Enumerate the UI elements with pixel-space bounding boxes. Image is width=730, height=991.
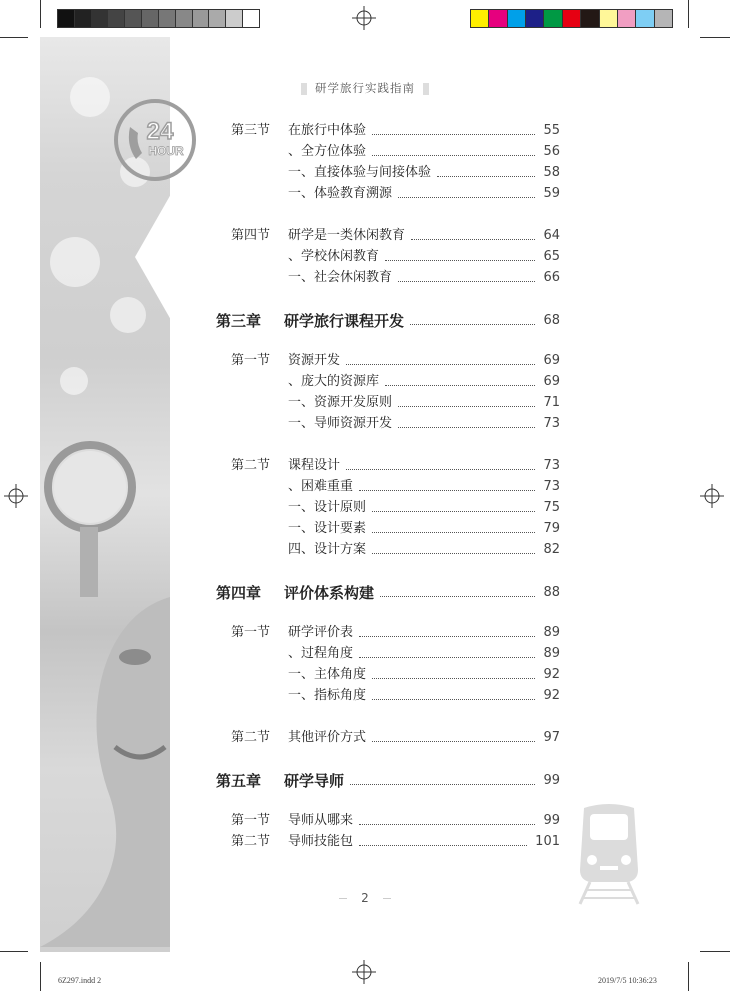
toc-leader-dots bbox=[380, 595, 535, 597]
toc-chapter-row[interactable] bbox=[0, 771, 730, 791]
toc-leader-dots bbox=[372, 698, 535, 700]
toc-leader-dots bbox=[398, 405, 535, 407]
toc-entry-title: 、学校休闲教育 bbox=[288, 249, 380, 264]
toc-entry-page: 59 bbox=[543, 186, 560, 201]
toc-entry-page: 88 bbox=[543, 585, 560, 600]
toc-leader-dots bbox=[372, 154, 535, 156]
toc-item-row[interactable] bbox=[0, 665, 730, 685]
toc-entry-page: 56 bbox=[543, 144, 560, 159]
toc-entry-page: 92 bbox=[543, 667, 560, 682]
color-swatch bbox=[209, 10, 226, 27]
toc-leader-dots bbox=[359, 656, 535, 658]
color-swatch bbox=[226, 10, 243, 27]
color-swatch bbox=[471, 10, 489, 27]
footer-file-name: 6Z297.indd 2 bbox=[58, 976, 102, 985]
color-swatch bbox=[125, 10, 142, 27]
toc-leader-dots bbox=[350, 783, 535, 785]
toc-entry-title: 一、直接体验与间接体验 bbox=[288, 165, 432, 180]
toc-section-row[interactable] bbox=[0, 226, 730, 246]
toc-leader-dots bbox=[372, 552, 535, 554]
toc-leader-dots bbox=[411, 238, 535, 240]
toc-leader-dots bbox=[359, 844, 527, 846]
toc-entry-title: 四、设计方案 bbox=[288, 542, 367, 557]
color-swatch bbox=[75, 10, 92, 27]
svg-text:HOUR: HOUR bbox=[148, 144, 184, 158]
toc-item-row[interactable] bbox=[0, 414, 730, 434]
toc-item-row[interactable] bbox=[0, 372, 730, 392]
toc-entry-page: 92 bbox=[543, 688, 560, 703]
toc-leader-dots bbox=[398, 196, 535, 198]
toc-entry-title: 一、设计原则 bbox=[288, 500, 367, 515]
toc-entry-title: 、过程角度 bbox=[288, 646, 354, 661]
toc-entry-page: 79 bbox=[543, 521, 560, 536]
page-number-value: 2 bbox=[361, 891, 369, 905]
toc-entry-number: 第一节 bbox=[231, 625, 271, 640]
color-swatch bbox=[563, 10, 581, 27]
toc-chapter-row[interactable] bbox=[0, 583, 730, 603]
toc-entry-page: 69 bbox=[543, 374, 560, 389]
registration-mark-bottom-icon bbox=[352, 960, 376, 984]
toc-entry-page: 99 bbox=[543, 773, 560, 788]
color-swatch bbox=[600, 10, 618, 27]
toc-item-row[interactable] bbox=[0, 477, 730, 497]
color-swatch bbox=[58, 10, 75, 27]
toc-entry-page: 101 bbox=[535, 834, 560, 849]
toc-section-row[interactable] bbox=[0, 623, 730, 643]
toc-item-row[interactable] bbox=[0, 540, 730, 560]
toc-entry-page: 75 bbox=[543, 500, 560, 515]
toc-entry-number: 第四章 bbox=[216, 584, 262, 602]
running-head-title: 研学旅行实践指南 bbox=[315, 81, 415, 95]
toc-leader-dots bbox=[346, 468, 535, 470]
toc-leader-dots bbox=[410, 323, 535, 325]
toc-entry-title: 在旅行中体验 bbox=[288, 123, 367, 138]
gray-swatch-bar bbox=[57, 9, 260, 28]
toc-entry-number: 第四节 bbox=[231, 228, 271, 243]
toc-chapter-row[interactable] bbox=[0, 311, 730, 331]
toc-entry-title: 一、设计要素 bbox=[288, 521, 367, 536]
toc-entry-title: 、困难重重 bbox=[288, 479, 354, 494]
toc-entry-page: 71 bbox=[543, 395, 560, 410]
toc-entry-title: 研学导师 bbox=[284, 772, 345, 790]
toc-entry-title: 课程设计 bbox=[288, 458, 341, 473]
toc-entry-page: 66 bbox=[543, 270, 560, 285]
toc-entry-page: 97 bbox=[543, 730, 560, 745]
toc-leader-dots bbox=[359, 489, 535, 491]
toc-entry-title: 资源开发 bbox=[288, 353, 341, 368]
color-swatch bbox=[243, 10, 259, 27]
toc-entry-title: 、全方位体验 bbox=[288, 144, 367, 159]
toc-entry-page: 89 bbox=[543, 646, 560, 661]
toc-leader-dots bbox=[372, 677, 535, 679]
toc-leader-dots bbox=[437, 175, 535, 177]
toc-leader-dots bbox=[346, 363, 535, 365]
toc-entry-number: 第二节 bbox=[231, 458, 271, 473]
toc-item-row[interactable] bbox=[0, 142, 730, 162]
toc-entry-title: 导师从哪来 bbox=[288, 813, 354, 828]
color-swatch bbox=[636, 10, 654, 27]
toc-entry-page: 58 bbox=[543, 165, 560, 180]
toc-leader-dots bbox=[372, 740, 535, 742]
toc-leader-dots bbox=[359, 635, 535, 637]
toc-entry-number: 第一节 bbox=[231, 813, 271, 828]
toc-section-row[interactable] bbox=[0, 351, 730, 371]
toc-entry-number: 第三节 bbox=[231, 123, 271, 138]
toc-entry-title: 研学旅行课程开发 bbox=[284, 312, 405, 330]
toc-section-row[interactable] bbox=[0, 728, 730, 748]
toc-entry-title: 评价体系构建 bbox=[284, 584, 375, 602]
toc-item-row[interactable] bbox=[0, 686, 730, 706]
toc-entry-page: 82 bbox=[543, 542, 560, 557]
toc-entry-page: 64 bbox=[543, 228, 560, 243]
color-swatch bbox=[108, 10, 125, 27]
toc-item-row[interactable] bbox=[0, 519, 730, 539]
toc-entry-page: 65 bbox=[543, 249, 560, 264]
toc-entry-title: 研学是一类休闲教育 bbox=[288, 228, 406, 243]
toc-entry-page: 68 bbox=[543, 313, 560, 328]
toc-item-row[interactable] bbox=[0, 184, 730, 204]
toc-entry-title: 研学评价表 bbox=[288, 625, 354, 640]
toc-item-row[interactable] bbox=[0, 247, 730, 267]
toc-entry-number: 第二节 bbox=[231, 730, 271, 745]
svg-text:24: 24 bbox=[146, 118, 174, 145]
toc-item-row[interactable] bbox=[0, 163, 730, 183]
toc-entry-page: 73 bbox=[543, 479, 560, 494]
toc-entry-title: 一、资源开发原则 bbox=[288, 395, 393, 410]
toc-entry-number: 第三章 bbox=[216, 312, 262, 330]
toc-leader-dots bbox=[372, 510, 535, 512]
toc-item-row[interactable] bbox=[0, 498, 730, 518]
page-number bbox=[0, 891, 730, 905]
toc-entry-number: 第一节 bbox=[231, 353, 271, 368]
color-swatch bbox=[489, 10, 507, 27]
toc-entry-page: 99 bbox=[543, 813, 560, 828]
toc-entry-page: 55 bbox=[543, 123, 560, 138]
toc-entry-title: 、庞大的资源库 bbox=[288, 374, 380, 389]
toc-section-row[interactable] bbox=[0, 456, 730, 476]
color-swatch bbox=[92, 10, 109, 27]
toc-entry-page: 73 bbox=[543, 458, 560, 473]
color-swatch bbox=[544, 10, 562, 27]
toc-entry-title: 一、导师资源开发 bbox=[288, 416, 393, 431]
toc-leader-dots bbox=[398, 426, 535, 428]
toc-item-row[interactable] bbox=[0, 268, 730, 288]
color-swatch bbox=[618, 10, 636, 27]
toc-item-row[interactable] bbox=[0, 393, 730, 413]
toc-section-row[interactable] bbox=[0, 121, 730, 141]
color-swatch bbox=[526, 10, 544, 27]
toc-entry-title: 其他评价方式 bbox=[288, 730, 367, 745]
toc-leader-dots bbox=[398, 280, 535, 282]
toc-entry-number: 第二节 bbox=[231, 834, 271, 849]
running-head bbox=[0, 80, 730, 96]
toc-entry-title: 一、主体角度 bbox=[288, 667, 367, 682]
toc-leader-dots bbox=[372, 531, 535, 533]
toc-entry-title: 导师技能包 bbox=[288, 834, 354, 849]
toc-entry-title: 一、社会休闲教育 bbox=[288, 270, 393, 285]
color-swatch-bar bbox=[470, 9, 673, 28]
color-swatch bbox=[176, 10, 193, 27]
toc-entry-page: 73 bbox=[543, 416, 560, 431]
toc-entry-title: 一、体验教育溯源 bbox=[288, 186, 393, 201]
color-swatch bbox=[193, 10, 210, 27]
color-swatch bbox=[581, 10, 599, 27]
toc-item-row[interactable] bbox=[0, 644, 730, 664]
toc-entry-page: 69 bbox=[543, 353, 560, 368]
toc-leader-dots bbox=[372, 133, 535, 135]
footer-timestamp: 2019/7/5 10:36:23 bbox=[598, 976, 657, 985]
color-swatch bbox=[159, 10, 176, 27]
registration-mark-top-icon bbox=[352, 6, 376, 30]
toc-leader-dots bbox=[385, 384, 535, 386]
toc-entry-number: 第五章 bbox=[216, 772, 262, 790]
toc-entry-page: 89 bbox=[543, 625, 560, 640]
toc-entry-title: 一、指标角度 bbox=[288, 688, 367, 703]
toc-leader-dots bbox=[385, 259, 535, 261]
color-swatch bbox=[655, 10, 672, 27]
color-swatch bbox=[142, 10, 159, 27]
color-swatch bbox=[508, 10, 526, 27]
toc-leader-dots bbox=[359, 823, 535, 825]
